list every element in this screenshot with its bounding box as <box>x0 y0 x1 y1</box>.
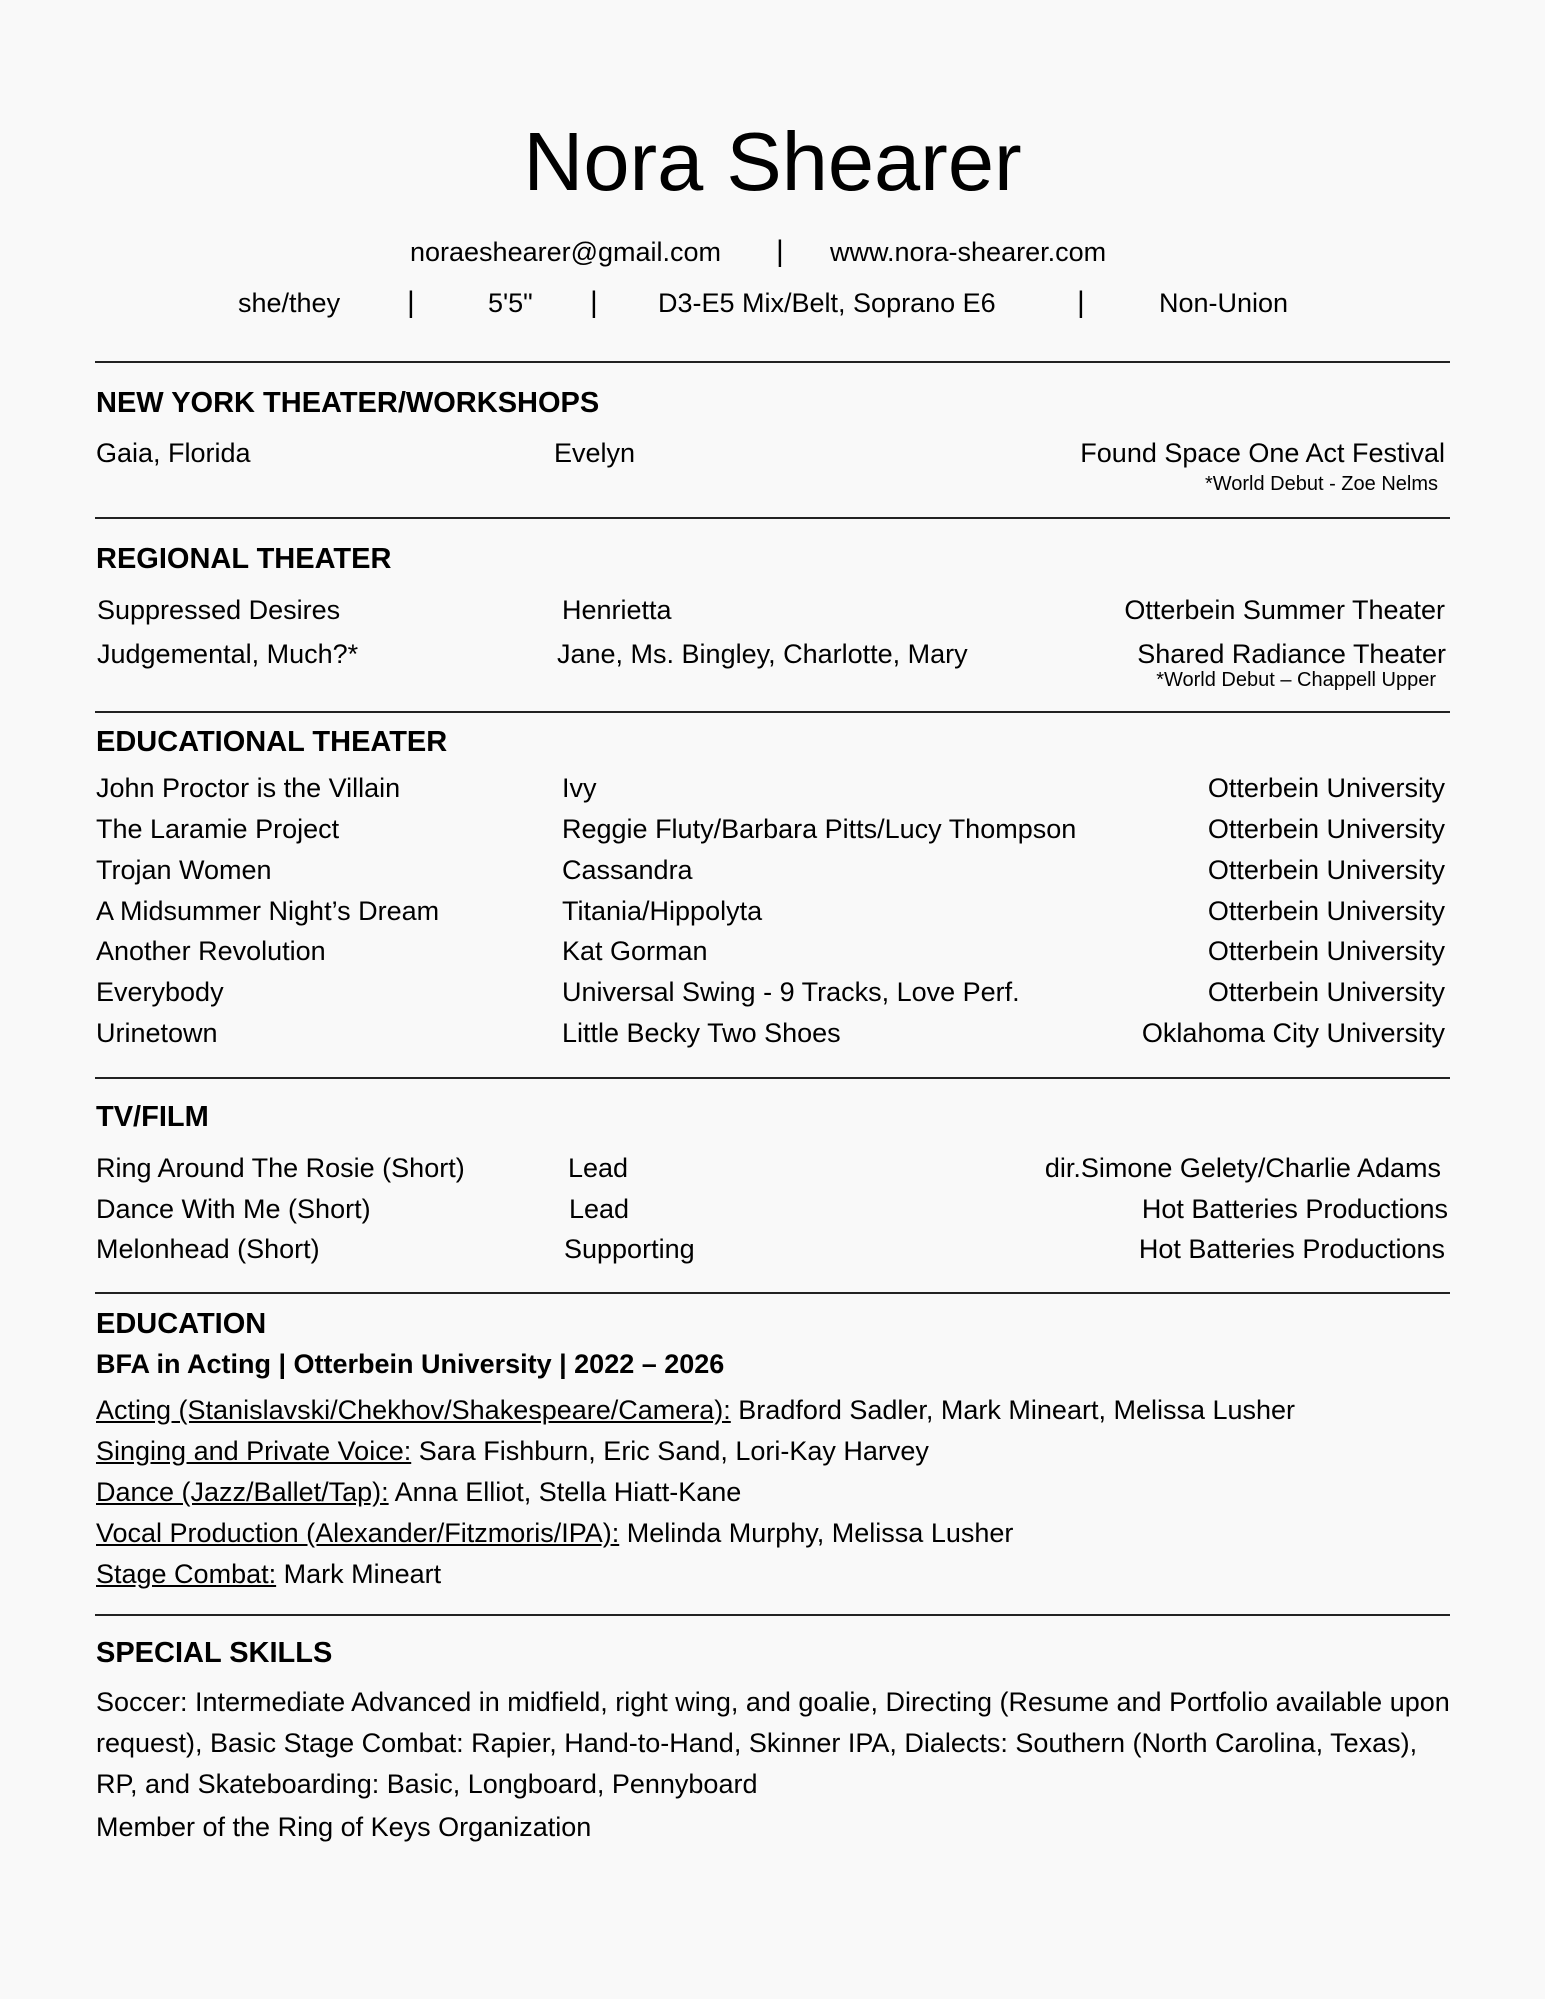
divider <box>95 361 1450 363</box>
divider <box>95 517 1450 519</box>
section-title-educational: EDUCATIONAL THEATER <box>96 726 448 758</box>
training-subject: Singing and Private Voice: <box>96 1436 412 1466</box>
contact-line <box>0 232 1545 272</box>
credit-row <box>0 891 1545 931</box>
show-title: Suppressed Desires <box>97 595 341 625</box>
company: Oklahoma City University <box>1141 1018 1445 1048</box>
training-teachers: Sara Fishburn, Eric Sand, Lori-Kay Harvey <box>411 1436 929 1466</box>
company: Hot Batteries Productions <box>1141 1194 1448 1224</box>
company: Otterbein University <box>1207 936 1445 966</box>
stats-line <box>0 283 1545 323</box>
credit-row <box>0 972 1545 1012</box>
role: Evelyn <box>554 438 636 468</box>
credit-note: *World Debut - Zoe Nelms <box>1204 473 1438 495</box>
section-title-tvfilm: TV/FILM <box>96 1101 209 1133</box>
email-link[interactable]: noraeshearer@gmail.com <box>410 237 722 267</box>
show-title: Urinetown <box>96 1018 218 1048</box>
company: Otterbein University <box>1207 896 1445 926</box>
role: Universal Swing - 9 Tracks, Love Perf. <box>562 977 1020 1007</box>
company: Otterbein University <box>1207 773 1445 803</box>
role: Lead <box>569 1194 630 1224</box>
credit-row <box>0 590 1545 630</box>
training-teachers: Anna Elliot, Stella Hiatt-Kane <box>388 1477 742 1507</box>
show-title: Judgemental, Much?* <box>97 639 359 669</box>
show-title: Ring Around The Rosie (Short) <box>96 1153 465 1183</box>
credit-row <box>0 931 1545 971</box>
role: Lead <box>568 1153 629 1183</box>
section-title-education: EDUCATION <box>96 1308 267 1340</box>
credit-row <box>0 809 1545 849</box>
show-title: Everybody <box>96 977 224 1007</box>
degree-line: BFA in Acting | Otterbein University | 2022 – 2026 <box>96 1349 725 1379</box>
height: 5'5" <box>488 288 533 318</box>
role: Jane, Ms. Bingley, Charlotte, Mary <box>557 639 968 669</box>
training-line <box>96 1554 441 1594</box>
credit-row <box>0 1229 1545 1269</box>
separator: | <box>407 286 415 319</box>
divider <box>95 1077 1450 1079</box>
role: Cassandra <box>562 855 693 885</box>
membership-line: Member of the Ring of Keys Organization <box>96 1812 592 1842</box>
role: Titania/Hippolyta <box>562 896 763 926</box>
credit-row <box>0 768 1545 808</box>
training-subject: Acting (Stanislavski/Chekhov/Shakespeare/Camera): <box>96 1395 731 1425</box>
show-title: Dance With Me (Short) <box>96 1194 371 1224</box>
training-teachers: Bradford Sadler, Mark Mineart, Melissa Lusher <box>730 1395 1296 1425</box>
company: Otterbein University <box>1207 977 1445 1007</box>
credit-row <box>0 850 1545 890</box>
pronouns: she/they <box>238 288 341 318</box>
show-title: A Midsummer Night’s Dream <box>96 896 440 926</box>
training-line <box>96 1513 1013 1553</box>
show-title: Trojan Women <box>96 855 272 885</box>
website-link[interactable]: www.nora-shearer.com <box>830 237 1107 267</box>
show-title: Another Revolution <box>96 936 326 966</box>
section-title-ny-theater: NEW YORK THEATER/WORKSHOPS <box>96 387 600 419</box>
role: Reggie Fluty/Barbara Pitts/Lucy Thompson <box>562 814 1077 844</box>
company: Hot Batteries Productions <box>1138 1234 1445 1264</box>
role: Supporting <box>564 1234 695 1264</box>
role: Henrietta <box>562 595 672 625</box>
credit-note: *World Debut – Chappell Upper <box>1156 669 1436 691</box>
voice-range: D3-E5 Mix/Belt, Soprano E6 <box>658 288 996 318</box>
separator: | <box>590 286 598 319</box>
resume-name: Nora Shearer <box>523 115 1022 208</box>
skills-text: Soccer: Intermediate Advanced in midfield, right wing, and goalie, Directing (Resume and Portfolio available upon request), Basic Stage Combat: Rapier, Hand-to-Hand, Skinner IPA, Dialects: Southern (North Carolina, Texas), RP, and Skateboarding: Basic, Longboard, Pennyboard <box>96 1687 1450 1799</box>
training-line <box>96 1390 1295 1430</box>
credit-row <box>0 1148 1545 1188</box>
section-title-regional: REGIONAL THEATER <box>96 543 392 575</box>
credit-row <box>0 1013 1545 1053</box>
training-subject: Dance (Jazz/Ballet/Tap): <box>96 1477 389 1507</box>
credit-row <box>0 1189 1545 1229</box>
company: Otterbein University <box>1207 855 1445 885</box>
union-status: Non-Union <box>1159 288 1289 318</box>
training-subject: Vocal Production (Alexander/Fitzmoris/IPA): <box>96 1518 620 1548</box>
show-title: The Laramie Project <box>96 814 340 844</box>
show-title: Melonhead (Short) <box>96 1234 320 1264</box>
training-line <box>96 1431 929 1471</box>
company: Found Space One Act Festival <box>1080 438 1445 468</box>
training-teachers: Mark Mineart <box>276 1559 442 1589</box>
credit-row <box>0 433 1545 473</box>
company: Otterbein Summer Theater <box>1124 595 1445 625</box>
separator: | <box>776 235 784 268</box>
section-title-skills: SPECIAL SKILLS <box>96 1637 333 1669</box>
training-line <box>96 1472 741 1512</box>
divider <box>95 711 1450 713</box>
company: dir.Simone Gelety/Charlie Adams <box>1044 1153 1441 1183</box>
show-title: John Proctor is the Villain <box>96 773 401 803</box>
company: Shared Radiance Theater <box>1137 639 1446 669</box>
role: Ivy <box>562 773 597 803</box>
show-title: Gaia, Florida <box>96 438 251 468</box>
company: Otterbein University <box>1207 814 1445 844</box>
divider <box>95 1614 1450 1616</box>
role: Little Becky Two Shoes <box>562 1018 841 1048</box>
training-teachers: Melinda Murphy, Melissa Lusher <box>619 1518 1014 1548</box>
role: Kat Gorman <box>562 936 708 966</box>
training-subject: Stage Combat: <box>96 1559 277 1589</box>
divider <box>95 1292 1450 1294</box>
separator: | <box>1077 286 1085 319</box>
